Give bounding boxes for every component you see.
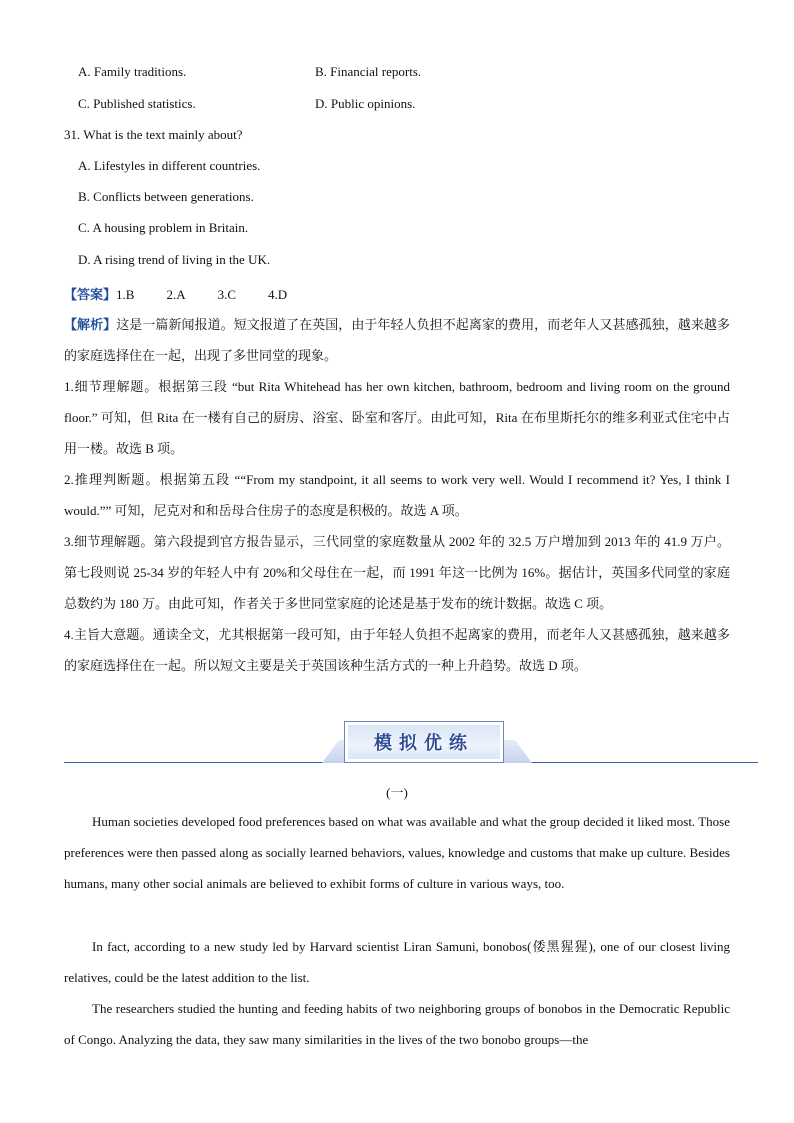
analysis-tag: 【解析】 [64,317,117,332]
answer-3: 3.C [217,287,236,302]
section-number: (一) [386,785,408,800]
option-c: C. Published statistics. [78,96,196,111]
analysis-point-4: 4.主旨大意题。通读全文，尤其根据第一段可知，由于年轻人负担不起离家的费用，而老年人又甚感孤独，越来越多的家庭选择住在一起。所以短文主要是关于英国该种生活方式的一种上升趋势。故选 D 项。 [64,627,730,673]
passage-paragraph-1: Human societies developed food preferences based on what was available and what the group decided it liked most. Those preferences were then passed along as socially learned behaviors, values, knowledge and customs that make up culture. Besides humans, many other social animals are believed to exhibit forms of culture in various ways, too. [64,814,730,891]
banner-title: 模拟优练 [374,733,474,754]
analysis-point-1: 1.细节理解题。根据第三段 “but Rita Whitehead has her own kitchen, bathroom, bedroom and living room on the ground floor.” 可知，但 Rita 在一楼有自己的厨房、浴室、卧室和客厅。由此可知，Rita 在布里斯托尔的维多利亚式住宅中占用一楼。故选 B 项。 [64,379,730,456]
analysis-intro [64,309,730,371]
q31-option-b: B. Conflicts between generations. [78,189,254,204]
analysis-point-3: 3.细节理解题。第六段提到官方报告显示，三代同堂的家庭数量从 2002 年的 32.5 万户增加到 2013 年的 41.9 万户。第七段则说 25-34 岁的年轻人中有 20%和父母住在一起，而 1991 年这一比例为 16%。据估计，英国多代同堂的家庭总数约为 180 万。由此可知，作者关于多世同堂家庭的论述是基于发布的统计数据。故选 C 项。 [64,534,730,611]
answer-tag: 【答案】 [64,287,117,302]
option-d: D. Public opinions. [315,96,416,111]
passage-paragraph-3: The researchers studied the hunting and feeding habits of two neighboring groups of bonobos in the Democratic Republic of Congo. Analyzing the data, they saw many similarities in the lives of the two bonobo groups—the [64,1001,730,1047]
option-b: B. Financial reports. [315,64,422,79]
answer-4: 4.D [268,287,288,302]
banner-box [344,721,504,763]
q31-option-d: D. A rising trend of living in the UK. [78,252,271,267]
q31-option-c: C. A housing problem in Britain. [78,220,249,235]
passage-paragraph-2: In fact, according to a new study led by Harvard scientist Liran Samuni, bonobos(倭黑猩猩), one of our closest living relatives, could be the latest addition to the list. [64,939,730,985]
analysis-intro-text: 这是一篇新闻报道。短文报道了在英国，由于年轻人负担不起离家的费用，而老年人又甚感孤独，越来越多的家庭选择住在一起，出现了多世同堂的现象。 [64,317,730,363]
answer-1: 1.B [116,287,135,302]
answer-line [64,284,287,303]
question-31-stem: 31. What is the text mainly about? [64,127,243,142]
q31-option-a: A. Lifestyles in different countries. [78,158,261,173]
section-banner [64,718,758,768]
option-a: A. Family traditions. [78,64,187,79]
analysis-point-2: 2.推理判断题。根据第五段 ““From my standpoint, it all seems to work very well. Would I recommend it? Yes, I think I would.”” 可知，尼克对和和岳母合住房子的态度是积极的。故选 A 项。 [64,472,730,518]
answer-2: 2.A [166,287,186,302]
